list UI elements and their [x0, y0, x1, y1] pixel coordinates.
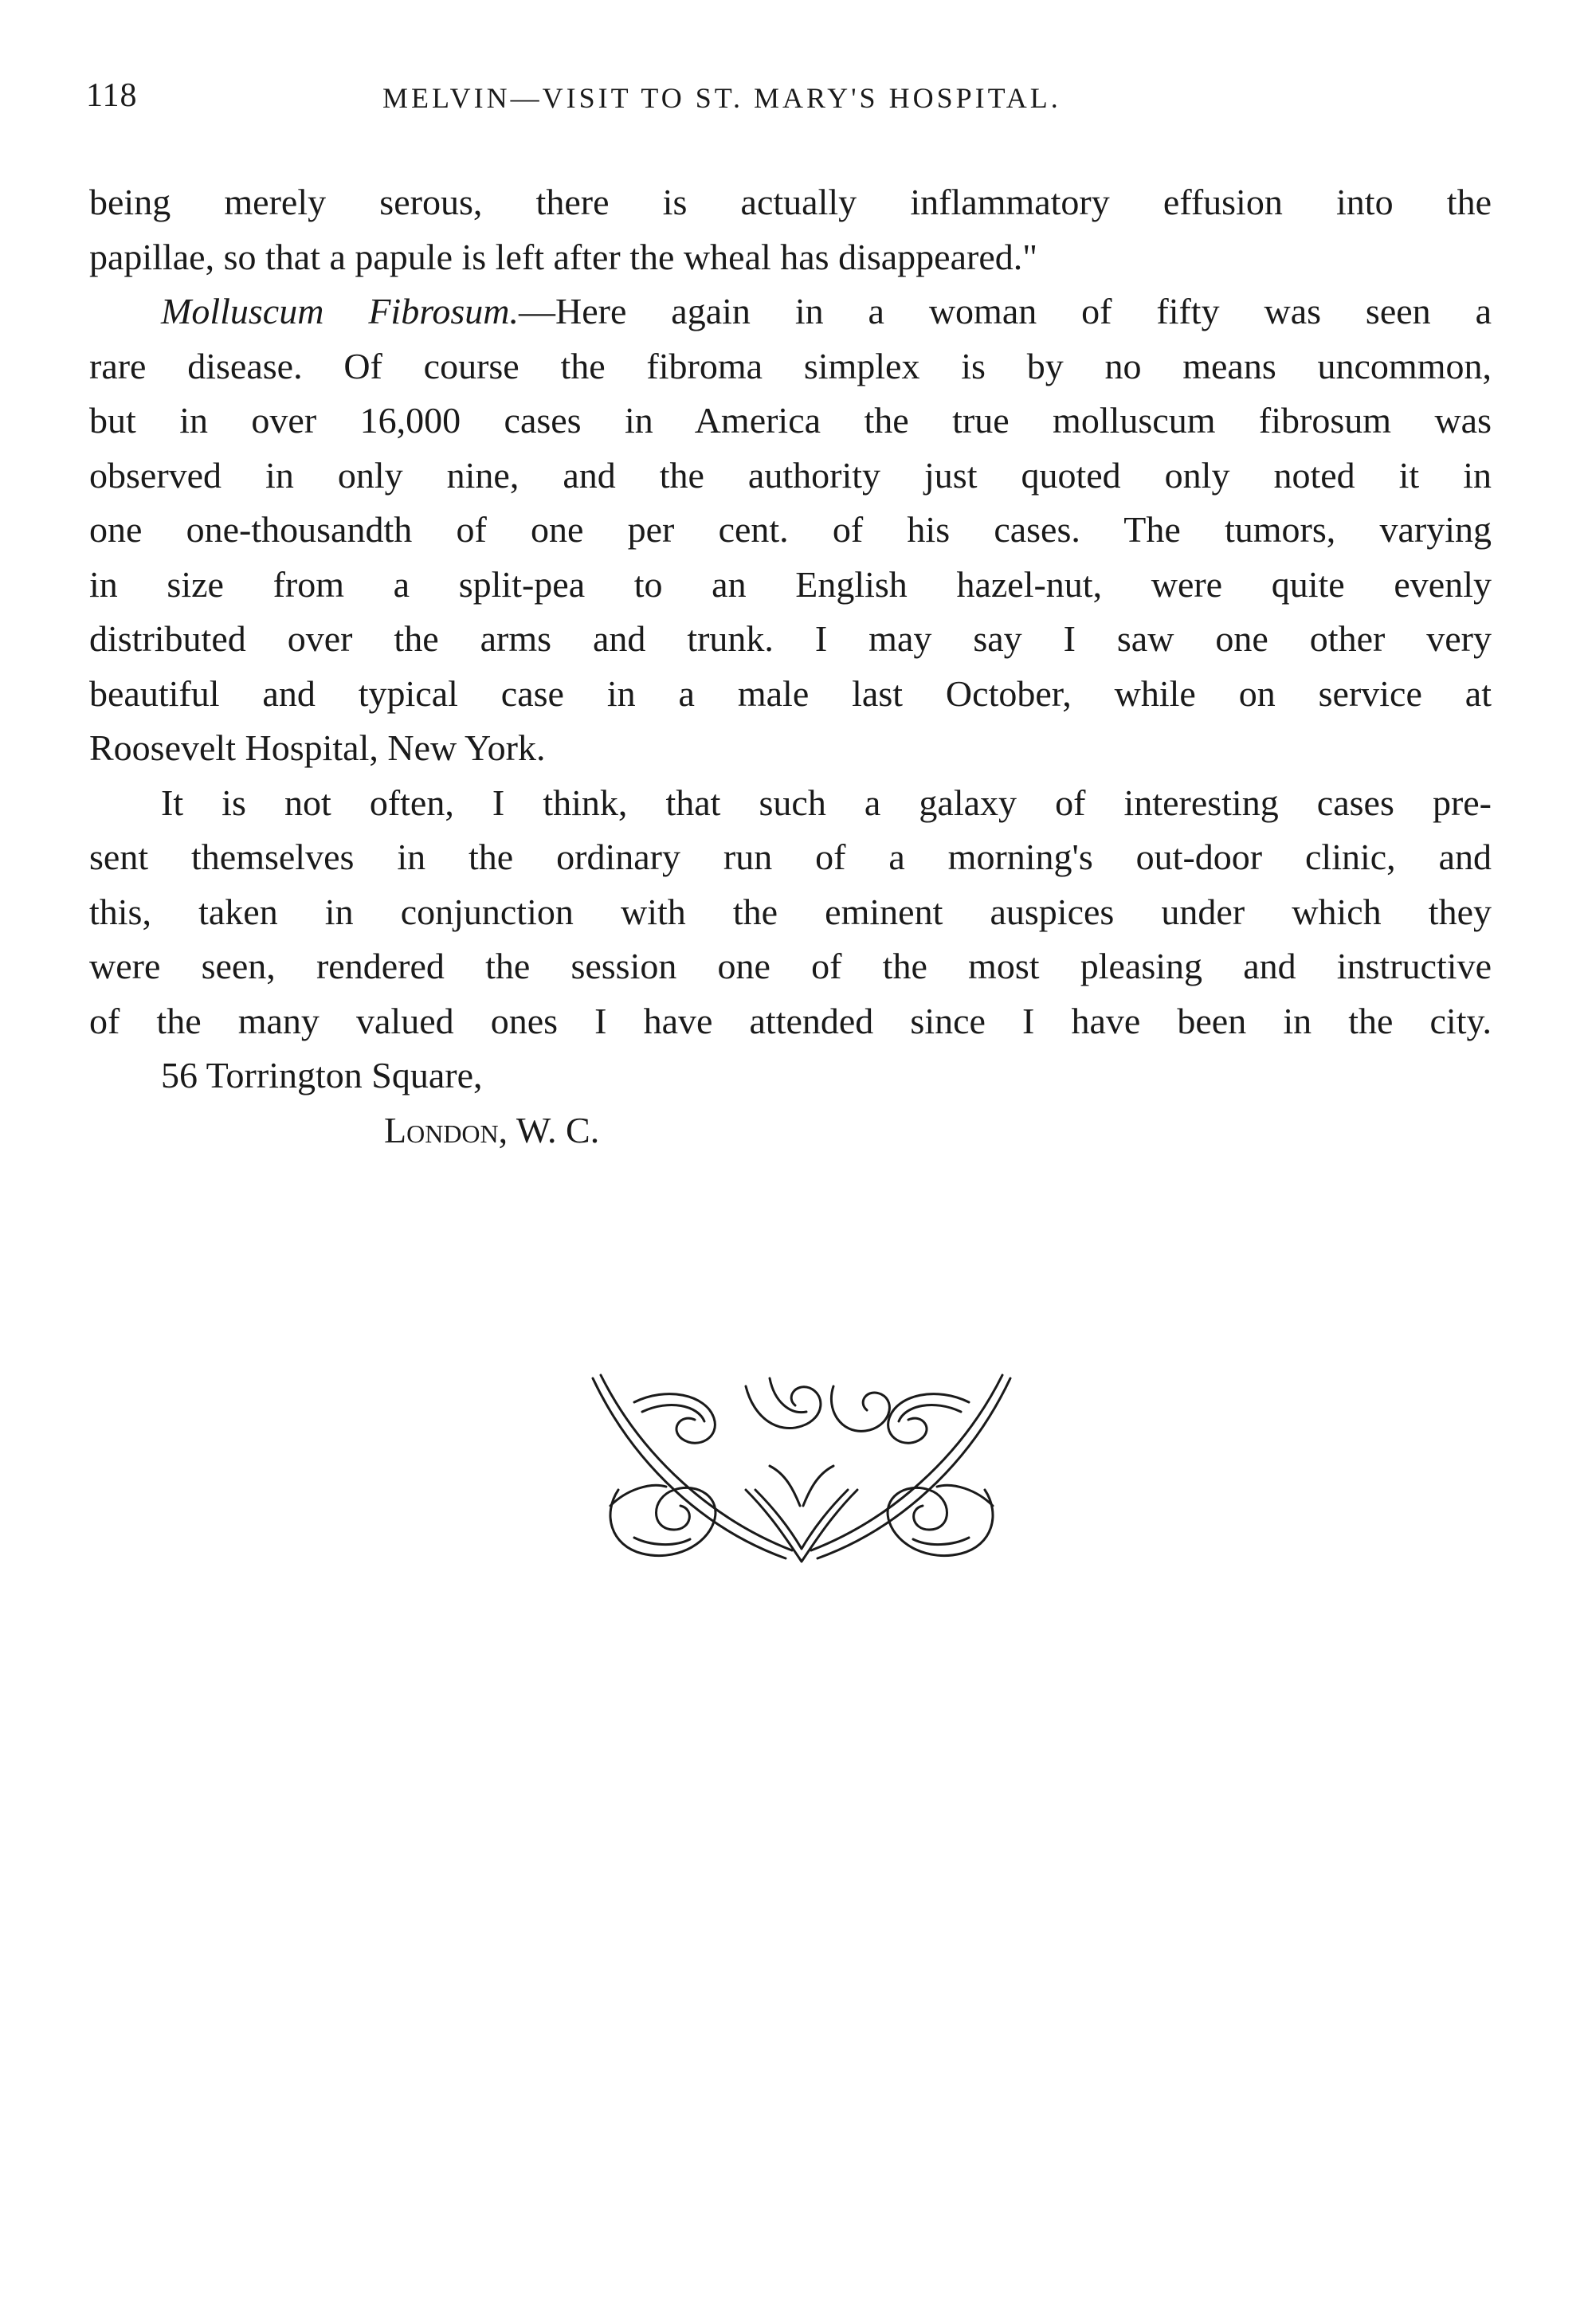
text-line: were seen, rendered the session one of the most pleasing and instructive [89, 946, 1492, 986]
paragraph-3 [89, 776, 1492, 1049]
text-line: It is not often, I think, that such a galaxy of interesting cases pre- [161, 782, 1492, 823]
sign-address: 56 Torrington Square, [161, 1055, 483, 1095]
text-line: being merely serous, there is actually inflammatory effusion into the [89, 182, 1492, 222]
running-head: MELVIN—VISIT TO ST. MARY'S HOSPITAL. [382, 82, 1061, 114]
paragraph-2 [89, 284, 1492, 776]
text-line: sent themselves in the ordinary run of a morning's out-door clinic, and [89, 837, 1492, 877]
text-line: papillae, so that a papule is left after the wheal has disappeared." [89, 236, 1038, 277]
text-line: rare disease. Of course the fibroma simplex is by no means uncommon, [89, 345, 1492, 386]
paragraph-1 [89, 175, 1492, 284]
body-text [89, 175, 1492, 1048]
text-line: one one-thousandth of one per cent. of his cases. The tumors, varying [89, 509, 1492, 550]
text-line: but in over 16,000 cases in America the true molluscum fibrosum was [89, 400, 1492, 441]
section-heading: Molluscum Fibrosum. [161, 291, 520, 331]
text-line: distributed over the arms and trunk. I may say I saw one other very [89, 618, 1492, 659]
signoff [89, 1048, 599, 1158]
text-line: beautiful and typical case in a male last October, while on service at [89, 672, 1492, 714]
text-fragment: —Here again in a woman of fifty was seen a [519, 291, 1492, 331]
text-line: Roosevelt Hospital, New York. [89, 727, 546, 768]
text-line: of the many valued ones I have attended since I have been in the city. [89, 1000, 1492, 1041]
page-number: 118 [86, 77, 138, 114]
text-line: observed in only nine, and the authority just quoted only noted it in [89, 454, 1492, 496]
text-line: in size from a split-pea to an English hazel-nut, were quite evenly [89, 563, 1492, 605]
sign-city: London, W. C. [384, 1109, 600, 1150]
page-header [86, 76, 1488, 124]
floral-tailpiece-ornament-icon [586, 1370, 1017, 1577]
text-line-with-heading [89, 284, 1492, 339]
text-line: this, taken in conjunction with the eminent auspices under which they [89, 891, 1492, 932]
